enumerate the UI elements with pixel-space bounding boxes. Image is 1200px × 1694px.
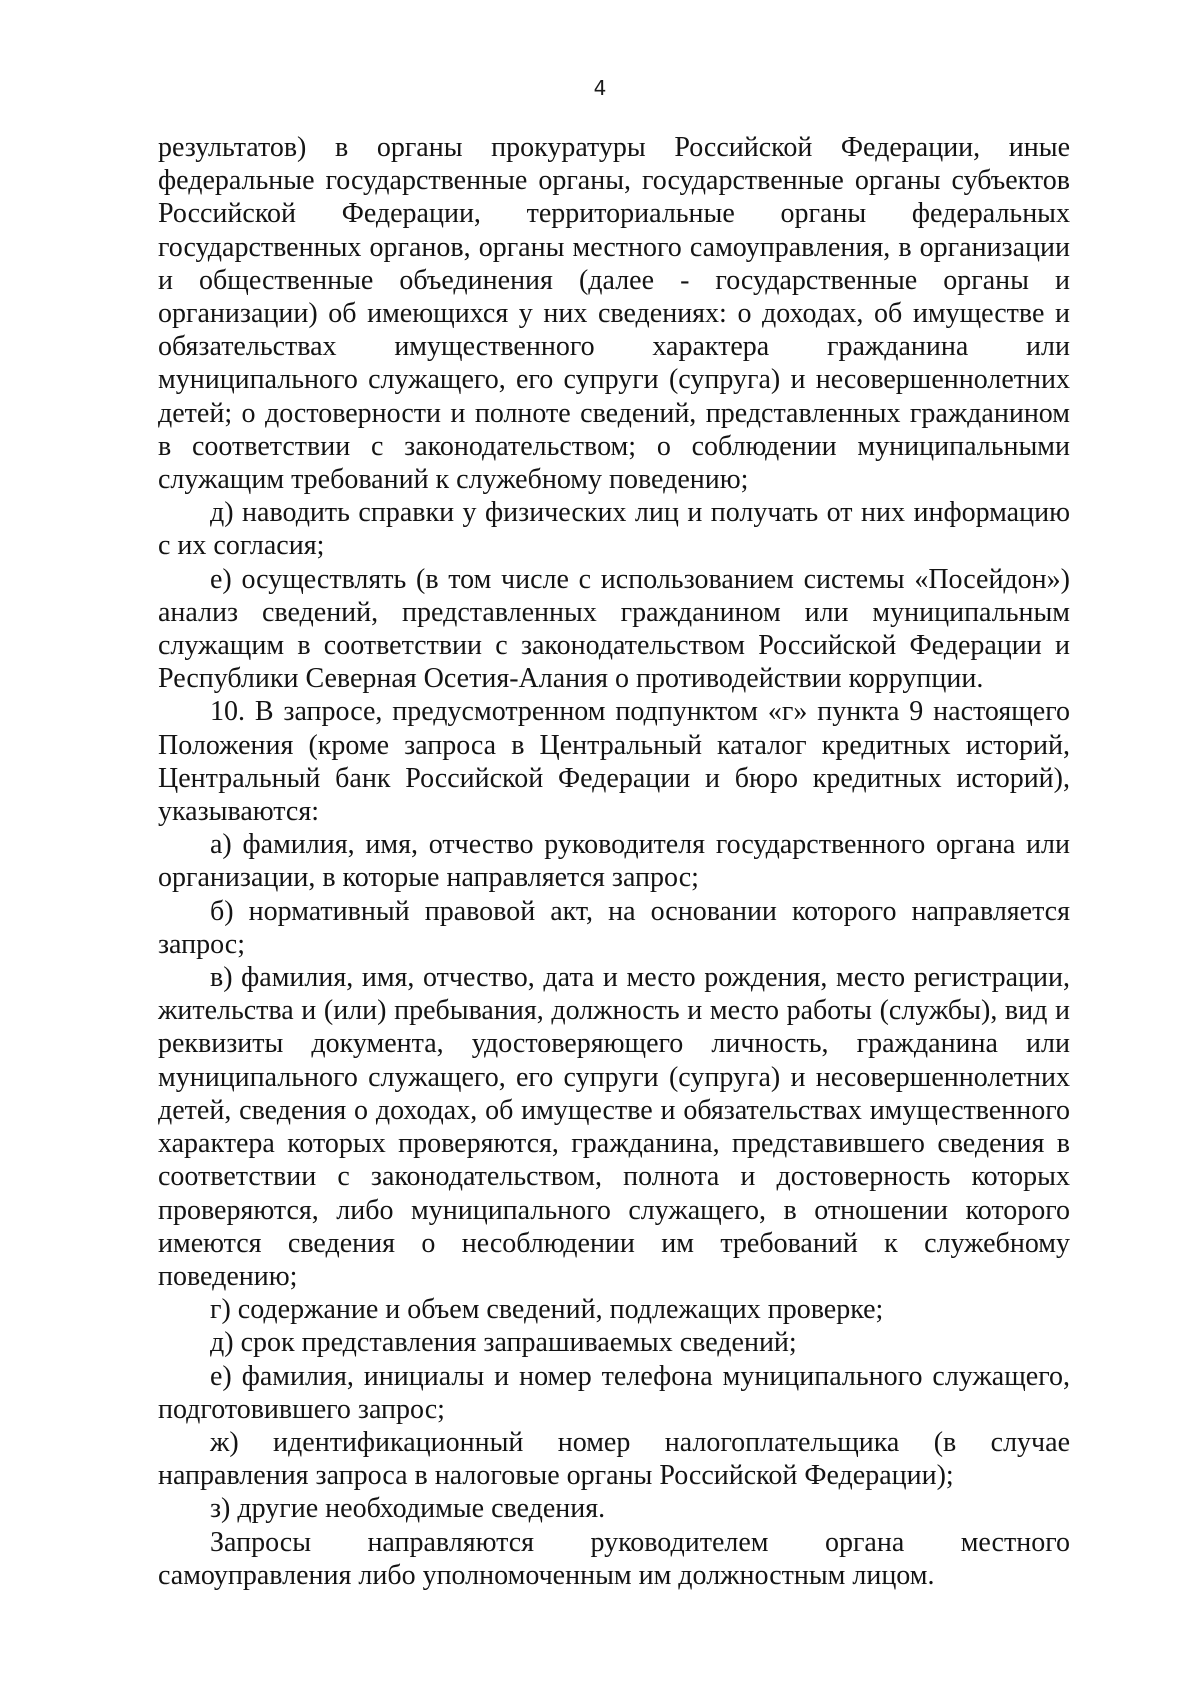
- paragraph-item-b: б) нормативный правовой акт, на основании которого направляется запрос;: [158, 895, 1070, 960]
- paragraph-item-z: з) другие необходимые сведения.: [210, 1493, 606, 1525]
- paragraph-item-v: в) фамилия, имя, отчество, дата и место рождения, место регистрации, жительства и (или) пребывания, должность и место работы (службы), вид и реквизиты документа, удостоверяющего личность, гражданина или муниципального служащего, его супруги (супруга) и несовершеннолетних детей, сведения о доходах, об имуществе и обязательствах имущественного характера которых проверяются, гражданина, представившего сведения в соответствии с законодательством, полнота и достоверность которых проверяются, либо муниципального служащего, в отношении которого имеются сведения о несоблюдении им требований к служебному поведению;: [158, 962, 1070, 1292]
- paragraph-continuation: результатов) в органы прокуратуры Российской Федерации, иные федеральные государственные органы, государственные органы субъектов Российской Федерации, территориальные органы федеральных государственных органов, органы местного самоуправления, в организации и общественные объединения (далее - государственные органы и организации) об имеющихся у них сведениях: о доходах, об имуществе и обязательствах имущественного характера гражданина или муниципального служащего, его супруги (супруга) и несовершеннолетних детей; о достоверности и полноте сведений, представленных гражданином в соответствии с законодательством; о соблюдении муниципальными служащим требований к служебному поведению;: [158, 132, 1070, 496]
- document-body: [158, 131, 1070, 1592]
- paragraph-item-d-inquiries: д) наводить справки у физических лиц и получать от них информацию с их согласия;: [158, 497, 1070, 562]
- page-number: 4: [593, 76, 607, 100]
- paragraph-item-d: д) срок представления запрашиваемых сведений;: [210, 1327, 797, 1359]
- paragraph-item-a: а) фамилия, имя, отчество руководителя государственного органа или организации, в которые направляется запрос;: [158, 829, 1070, 894]
- paragraph-item-e-analysis: е) осуществлять (в том числе с использованием системы «Посейдон») анализ сведений, представленных гражданином или муниципальным служащим в соответствии с законодательством Российской Федерации и Республики Северная Осетия-Алания о противодействии коррупции.: [158, 563, 1070, 695]
- paragraph-item-zh: ж) идентификационный номер налогоплательщика (в случае направления запроса в налоговые органы Российской Федерации);: [158, 1426, 1070, 1492]
- paragraph-requests-sent: Запросы направляются руководителем органа местного самоуправления либо уполномоченным им должностным лицом.: [158, 1526, 1070, 1591]
- paragraph-item-g: г) содержание и объем сведений, подлежащих проверке;: [210, 1294, 884, 1326]
- paragraph-clause-10: 10. В запросе, предусмотренном подпунктом «г» пункта 9 настоящего Положения (кроме запроса в Центральный каталог кредитных историй, Центральный банк Российской Федерации и бюро кредитных историй), указываются:: [158, 696, 1070, 828]
- paragraph-item-e: е) фамилия, инициалы и номер телефона муниципального служащего, подготовившего запрос;: [158, 1360, 1070, 1425]
